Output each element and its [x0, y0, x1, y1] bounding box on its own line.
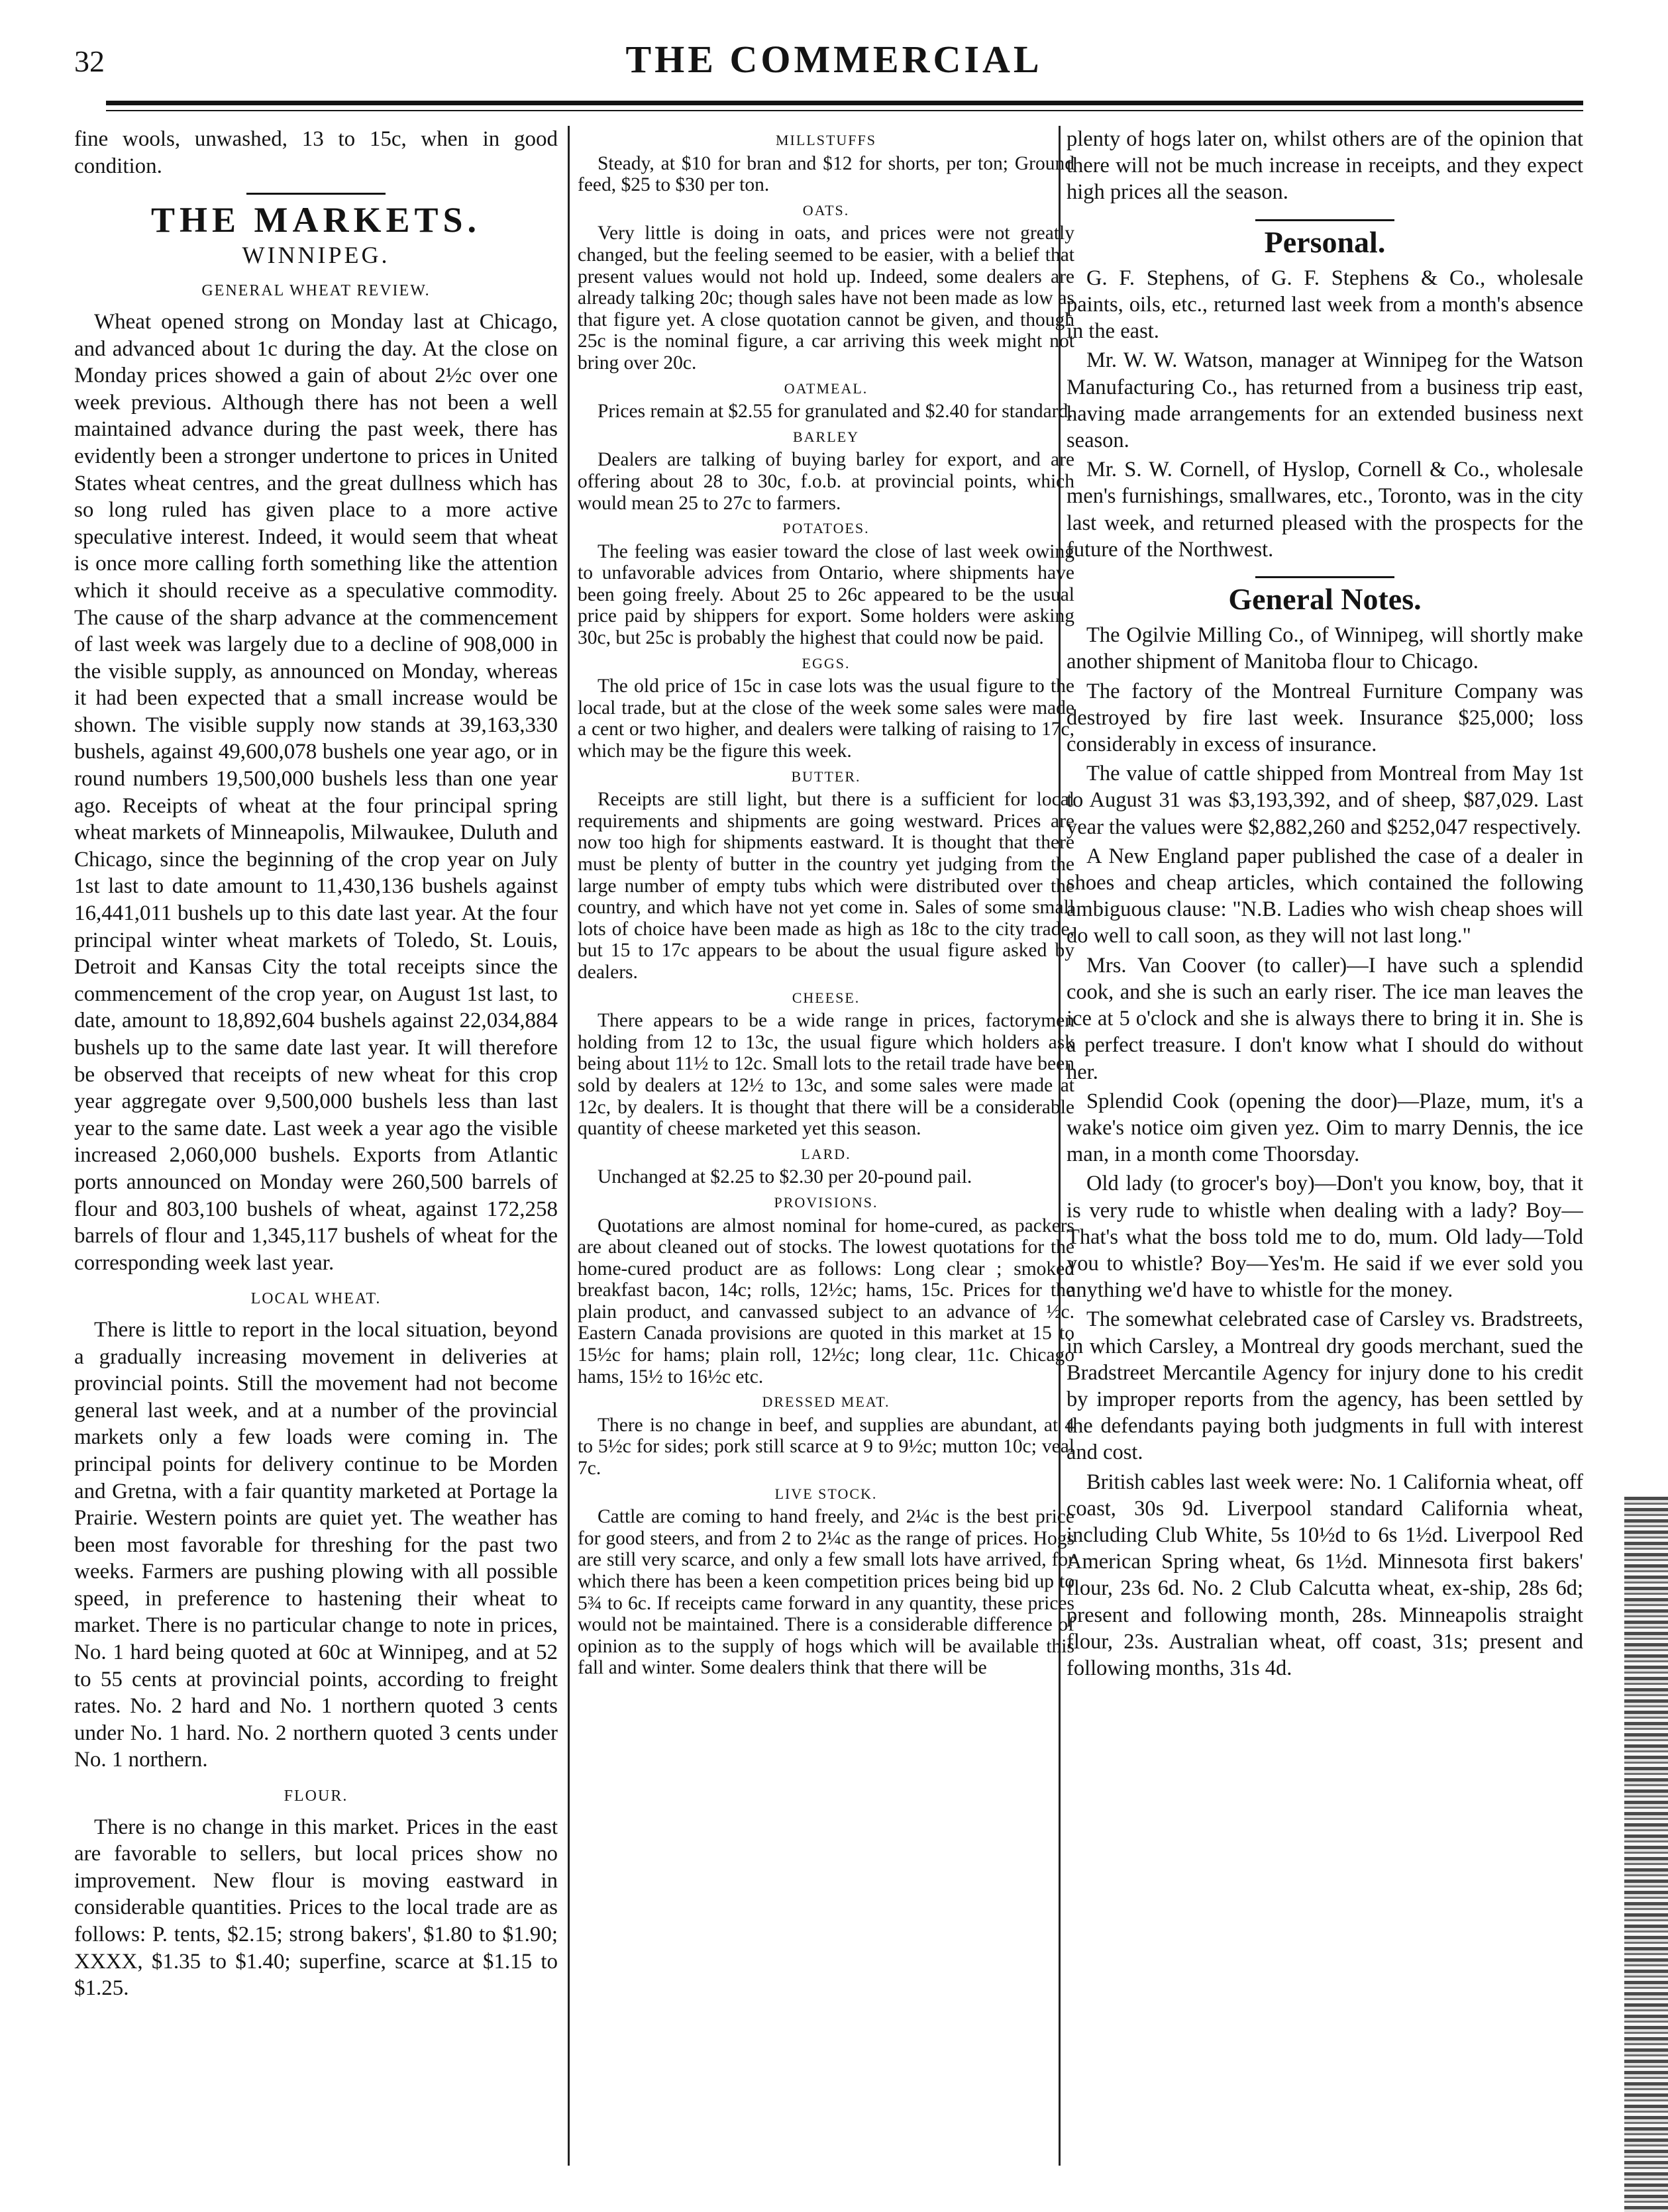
- article-paragraph: Very little is doing in oats, and prices were not greatly changed, but the feeling seemed to be easier, with a belief that present values would not hold up. Indeed, some dealers are already talking 20c; though sales have not been made as low as that figure yet. A close quotation cannot be given, and though 25c is the nominal figure, a car arriving this week might not bring over 20c.: [578, 223, 1074, 374]
- scan-edge-artifact: [1624, 1497, 1668, 2212]
- section-divider: [1255, 219, 1394, 221]
- article-paragraph: The Ogilvie Milling Co., of Winnipeg, will shortly make another shipment of Manitoba flour to Chicago.: [1067, 623, 1583, 674]
- article-paragraph: Dealers are talking of buying barley for export, and are offering about 28 to 30c, f.o.b. at provincial points, which would mean 25 to 27c to farmers.: [578, 449, 1074, 514]
- article-paragraph: Receipts are still light, but there is a sufficient for local requirements and shipments are going westward. Prices are now too high for shipments eastward. It is thought that there must be plenty of butter in the country yet judging from the large number of empty tubs which were distributed over the country, and which have not yet come in. Sales of some small lots of choice have been made as high as 18c to the city trade, but 15 to 17c appears to be about the usual figure asked by dealers.: [578, 789, 1074, 983]
- subheading-lard: LARD.: [801, 1145, 851, 1162]
- subheading-cheese: CHEESE.: [792, 989, 860, 1006]
- article-paragraph: The value of cattle shipped from Montreal from May 1st to August 31 was $3,193,392, and of sheep, $87,029. Last year the values were $2,882,260 and $252,047 respectively.: [1067, 762, 1583, 839]
- subheading-butter: BUTTER.: [791, 768, 861, 785]
- subheading-local-wheat: LOCAL WHEAT.: [250, 1290, 382, 1308]
- article-paragraph: Steady, at $10 for bran and $12 for shorts, per ton; Ground feed, $25 to $30 per ton.: [578, 152, 1074, 196]
- page-header: [0, 0, 1668, 119]
- column-left: [74, 126, 558, 2152]
- subheading-wheat-review: GENERAL WHEAT REVIEW.: [201, 282, 431, 300]
- general-notes-heading: General Notes.: [1228, 582, 1422, 617]
- article-paragraph: British cables last week were: No. 1 California wheat, off coast, 30s 9d. Liverpool standard California wheat, including Club White, 5s 10½d to 6s 1½d. Liverpool Red American Spring wheat, 6s 1½d. Minnesota first bakers' flour, 23s 6d. No. 2 Club Calcutta wheat, ex-ship, 28s 6d; present and following month, 28s. Minneapolis straight flour, 23s. Australian wheat, off coast, 31s; present and following months, 31s 4d.: [1067, 1470, 1583, 1680]
- subheading-provisions: PROVISIONS.: [774, 1193, 878, 1211]
- article-paragraph: Mrs. Van Coover (to caller)—I have such a splendid cook, and she is such an early riser. The ice man leaves the ice at 5 o'clock and she is always there to bring it in. She is a perfect treasure. I don't know what I should do without her.: [1067, 953, 1583, 1084]
- article-paragraph: The feeling was easier toward the close of last week owing to unfavorable advices from Ontario, where shipments have been going freely. About 25 to 26c appeared to be the usual price paid by shippers for export. Some holders were asking 30c, but 25c is probably the highest that could now be paid.: [578, 540, 1074, 649]
- article-paragraph: Quotations are almost nominal for home-cured, as packers are about cleaned out of stocks. The lowest quotations for the home-cured product are as follows: Long clear ; smoked breakfast bacon, 14c; rolls, 12½c; hams, 15c. Prices for the plain product, and canvassed subject to an advance of ½c. Eastern Canada provisions are quoted in this market at 15 to 15½c for hams; plain roll, 12½c; long clear, 11c. Chicago hams, 15½ to 16½c etc.: [578, 1215, 1074, 1387]
- article-paragraph: plenty of hogs later on, whilst others are of the opinion that there will not be much increase in receipts, and they expect high prices all the season.: [1067, 127, 1583, 205]
- section-divider: [246, 193, 386, 195]
- section-divider: [1255, 576, 1394, 578]
- subheading-oats: OATS.: [802, 201, 850, 219]
- article-paragraph: Mr. W. W. Watson, manager at Winnipeg for the Watson Manufacturing Co., has returned from a business trip east, having made arrangements for an extended business next season.: [1067, 348, 1583, 453]
- article-paragraph: There is no change in beef, and supplies are abundant, at 4 to 5½c for sides; pork still scarce at 9 to 9½c; mutton 10c; veal 7c.: [578, 1414, 1074, 1480]
- article-paragraph: fine wools, unwashed, 13 to 15c, when in good condition.: [74, 127, 558, 178]
- article-paragraph: Cattle are coming to hand freely, and 2¼c is the best price for good steers, and from 2 to 2¼c as the range of prices. Hogs are still very scarce, and only a few small lots have arrived, for which there has been a keen competition prices being bid up to 5¾ to 6c. If receipts came forward in any quantity, these prices would not be maintained. There is a considerable difference of opinion as to the supply of hogs which will be available this fall and winter. Some dealers think that there will be: [578, 1506, 1074, 1679]
- article-paragraph: There is no change in this market. Prices in the east are favorable to sellers, but local prices show no improvement. New flour is moving eastward in considerable quantities. Prices to the local trade are as follows: P. tents, $2.15; strong bakers', $1.80 to $1.90; XXXX, $1.35 to $1.40; superfine, scarce at $1.15 to $1.25.: [74, 1815, 558, 2001]
- article-paragraph: Mr. S. W. Cornell, of Hyslop, Cornell & Co., wholesale men's furnishings, smallwares, etc., Toronto, was in the city last week, and returned pleased with the prospects for the future of the Northwest.: [1067, 458, 1583, 562]
- subheading-flour: FLOUR.: [284, 1787, 348, 1805]
- subheading-barley: BARLEY: [793, 428, 859, 445]
- header-rule-thin: [106, 110, 1583, 111]
- column-right: [1067, 126, 1583, 2152]
- article-paragraph: Prices remain at $2.55 for granulated and $2.40 for standard.: [598, 401, 1073, 423]
- masthead-title: THE COMMERCIAL: [625, 38, 1043, 81]
- article-paragraph: Unchanged at $2.25 to $2.30 per 20-pound pail.: [598, 1166, 972, 1188]
- subheading-dressed-meat: DRESSED MEAT.: [762, 1393, 890, 1411]
- personal-heading: Personal.: [1264, 225, 1386, 259]
- subheading-eggs: EGGS.: [802, 654, 851, 672]
- article-paragraph: Wheat opened strong on Monday last at Chicago, and advanced about 1c during the day. At the close on Monday prices showed a gain of about 2½c over one week previous. Although there has not been a well maintained advance during the past week, there has evidently been a stronger undertone to prices in United States wheat centres, and the great dullness which has so long ruled has given place to a more active speculative interest. Indeed, it would seem that wheat is once more calling forth something like the attention which it should receive as a speculative commodity. The cause of the sharp advance at the commencement of last week was largely due to a decline of 908,000 in the visible supply, as announced on Monday, whereas it had been expected that a small increase would be shown. The visible supply now stands at 39,163,330 bushels, against 49,600,078 bushels one year ago, or in round numbers 19,500,000 bushels less than one year ago. Receipts of wheat at the four principal spring wheat markets of Minneapolis, Milwaukee, Duluth and Chicago, since the beginning of the crop year on July 1st last to date amount to 11,430,136 bushels against 16,441,011 bushels up to this date last year. At the four principal winter wheat markets of Toledo, St. Louis, Detroit and Kansas City the total receipts since the commencement of the crop year, on August 1st last, to date, amount to 18,892,604 bushels against 22,034,884 bushels up to the same date last year. It will therefore be observed that receipts of new wheat for this crop year aggregate over 9,500,000 bushels less than last year to the same date. Last week a year ago the visible increased 2,060,000 bushels. Exports from Atlantic ports announced on Monday were 260,500 barrels of flour and 803,100 bushels of wheat, against 172,258 barrels of flour and 1,345,117 bushels of wheat for the corresponding week last year.: [74, 309, 558, 1275]
- article-paragraph: The old price of 15c in case lots was the usual figure to the local trade, but at the close of the week some sales were made a cent or two higher, and dealers were talking of raising to 17c, which may be the figure this week.: [578, 676, 1074, 762]
- header-rule: [106, 101, 1583, 105]
- article-paragraph: There is little to report in the local situation, beyond a gradually increasing movement in deliveries at provincial points. Still the movement had not become general last week, and at a number of the provincial markets only a few loads were coming in. The principal points for delivery continue to be Morden and Gretna, with a fair quantity marketed at Portage la Prairie. Western points are quiet yet. The weather has been most favorable for threshing for the past two weeks. Farmers are pushing plowing with all possible speed, in preference to hastening their wheat to market. There is no particular change to note in prices, No. 1 hard being quoted at 60c at Winnipeg, and at 52 to 55 cents at provincial points, according to freight rates. No. 2 hard and No. 1 northern quoted 3 cents under No. 1 hard. No. 2 northern quoted 3 cents under No. 1 northern.: [74, 1317, 558, 1772]
- article-paragraph: Old lady (to grocer's boy)—Don't you know, boy, that it is very rude to whistle when dealing with a lady? Boy—That's what the boss told me to do, mum. Old lady—Told you to whistle? Boy—Yes'm. He said if we ever sold you anything we'd have to whistle for the money.: [1067, 1172, 1583, 1303]
- subheading-millstuffs: MILLSTUFFS: [775, 132, 877, 148]
- page-number: 32: [74, 44, 105, 78]
- article-paragraph: Splendid Cook (opening the door)—Plaze, mum, it's a wake's notice oim given yez. Oim to marry Dennis, the ice man, in a month come Thoorsday.: [1067, 1089, 1583, 1167]
- column-divider: [568, 126, 570, 2166]
- article-paragraph: There appears to be a wide range in prices, factorymen holding from 12 to 13c, the usual figure which holders ask being about 11½ to 12c. Small lots to the retail trade have been sold by dealers at 12½ to 13c, and some sales were made at 12c, by dealers. It is thought that there will be a considerable quantity of cheese marketed yet this season.: [578, 1010, 1074, 1140]
- article-paragraph: The factory of the Montreal Furniture Company was destroyed by fire last week. Insurance $25,000; loss considerably in excess of insurance.: [1067, 679, 1583, 757]
- markets-heading: THE MARKETS.: [150, 200, 482, 240]
- subheading-potatoes: POTATOES.: [782, 520, 870, 537]
- subheading-oatmeal: OATMEAL.: [784, 379, 868, 397]
- city-heading: WINNIPEG.: [242, 241, 390, 268]
- article-paragraph: The somewhat celebrated case of Carsley vs. Bradstreets, in which Carsley, a Montreal dry goods merchant, sued the Bradstreet Mercantile Agency for injury done to his credit by improper reports from the agency, has been settled by the defendants paying both judgments in full with interest and cost.: [1067, 1307, 1583, 1465]
- column-middle: [578, 126, 1074, 2152]
- article-paragraph: G. F. Stephens, of G. F. Stephens & Co., wholesale paints, oils, etc., returned last week from a month's absence in the east.: [1067, 266, 1583, 344]
- subheading-live-stock: LIVE STOCK.: [774, 1485, 878, 1502]
- article-paragraph: A New England paper published the case of a dealer in shoes and cheap articles, which contained the following ambiguous clause: "N.B. Ladies who wish cheap shoes will do well to call soon, as they will not last long.": [1067, 844, 1583, 948]
